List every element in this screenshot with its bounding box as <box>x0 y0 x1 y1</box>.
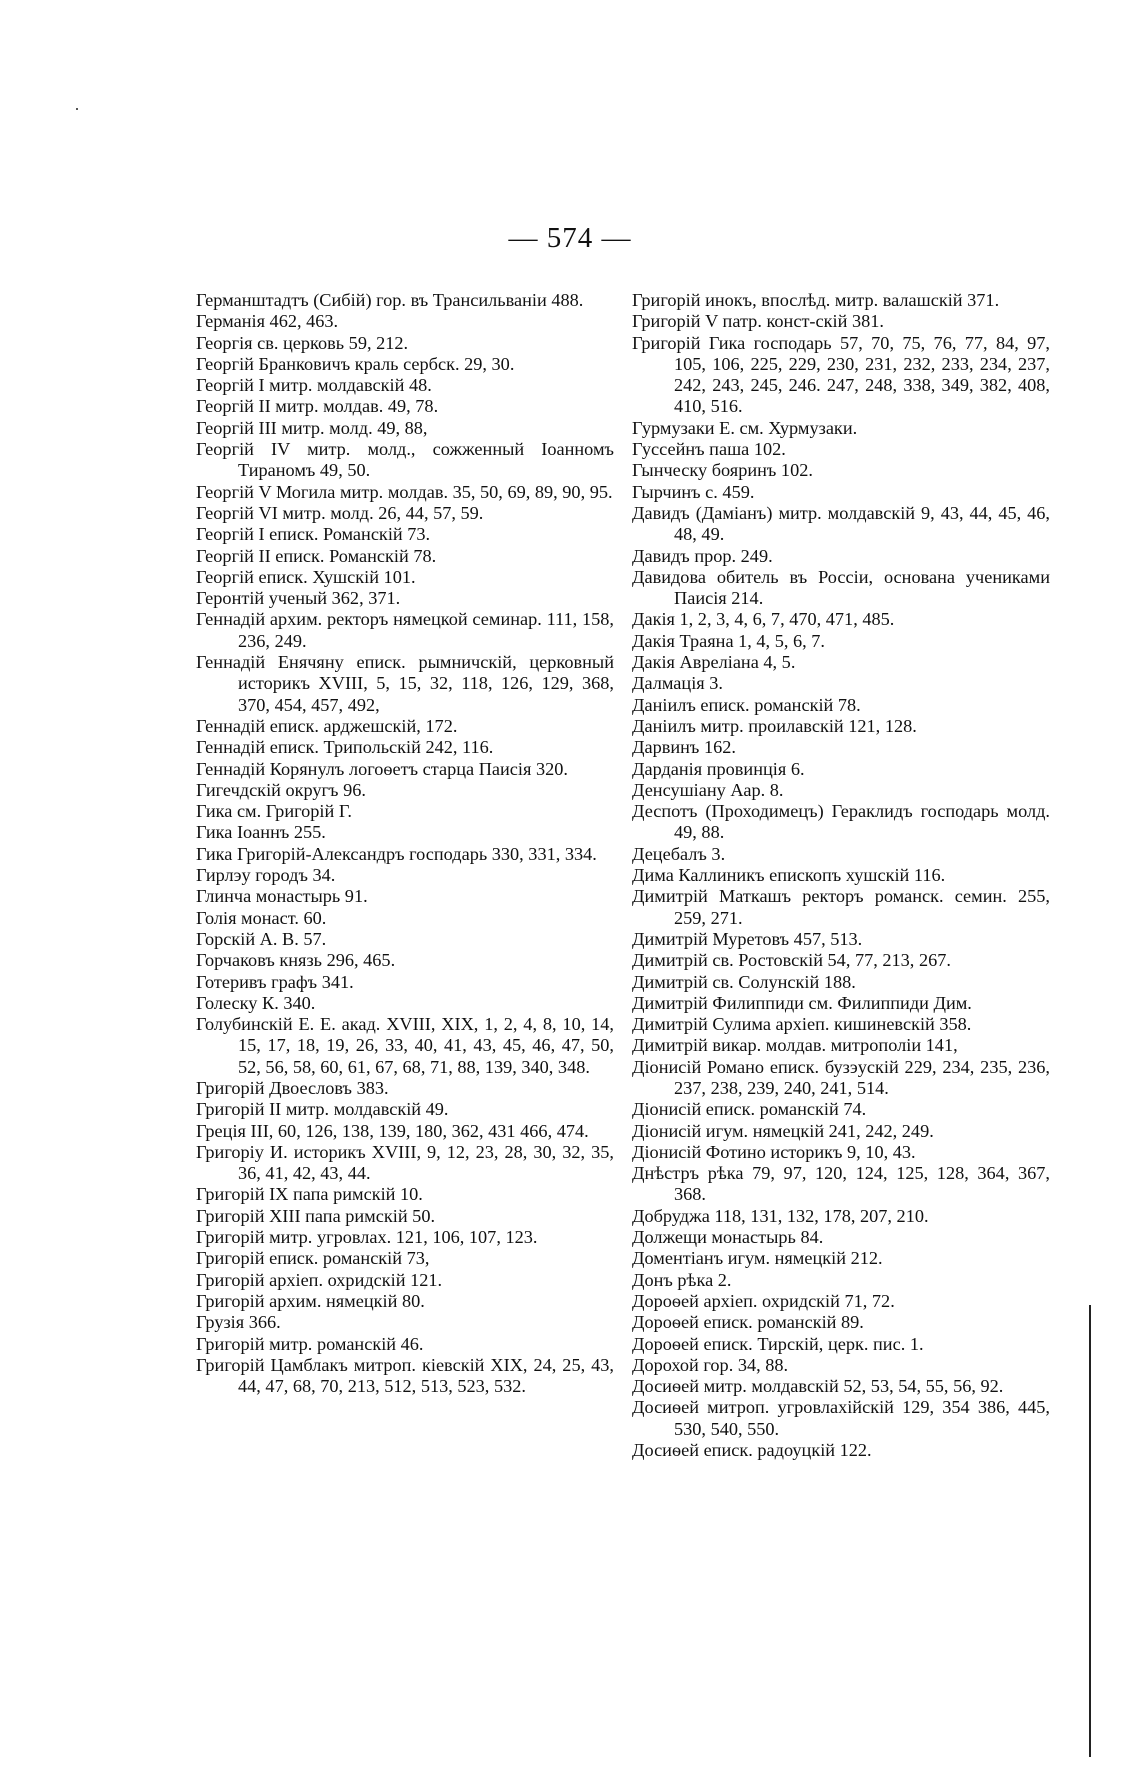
index-entry: Гурмузаки Е. см. Хурмузаки. <box>632 417 858 438</box>
scan-edge-line <box>1089 1305 1091 1757</box>
index-entry: Григорій IX папа римскій 10. <box>196 1184 423 1205</box>
index-entry: Дороѳей еписк. романскій 89. <box>632 1312 864 1333</box>
index-entry: Геннадій еписк. Трипольскій 242, 116. <box>196 737 494 758</box>
index-entry: Григорій архим. нямецкій 80. <box>196 1290 425 1311</box>
index-entry: Георгія св. церковь 59, 212. <box>196 332 409 353</box>
index-entry: Дороѳей еписк. Тирскій, церк. пис. 1. <box>632 1333 924 1354</box>
index-entry: Досиѳей митроп. угровлахійскій 129, 354 386, 445, 530, 540, 550. <box>632 1397 1050 1439</box>
index-entry: Діонисій еписк. романскій 74. <box>632 1099 867 1120</box>
index-entry: Діонисій Романо еписк. бузэускій 229, 234, 235, 236, 237, 238, 239, 240, 241, 514. <box>632 1056 1050 1098</box>
index-entry: Димитрій викар. молдав. митрополіи 141, <box>632 1035 958 1056</box>
index-entry: Димитрій св. Солунскій 188. <box>632 971 856 992</box>
index-entry: Даніилъ митр. проилавскій 121, 128. <box>632 715 917 736</box>
index-entry: Голеску К. 340. <box>196 992 316 1013</box>
index-entry: Дарданія провинція 6. <box>632 758 805 779</box>
index-entry: Давидова обитель въ Россіи, основана учениками Паисія 214. <box>632 566 1050 609</box>
index-entry: Геронтій ученый 362, 371. <box>196 588 401 609</box>
index-entry: Днѣстръ рѣка 79, 97, 120, 124, 125, 128, 364, 367, 368. <box>632 1163 1050 1205</box>
page-number: — 574 — <box>508 222 632 254</box>
index-entry: Григорій Цамблакъ митроп. кіевскій XIX, 24, 25, 43, 44, 47, 68, 70, 213, 512, 513, 523, 532. <box>196 1354 614 1397</box>
index-entry: Георгій I еписк. Романскій 73. <box>196 524 431 545</box>
index-entry: Григорій митр. угровлах. 121, 106, 107, 123. <box>196 1227 538 1248</box>
index-entry: Гирлэу городъ 34. <box>196 865 336 886</box>
index-entry: Димитрій Филиппиди см. Филиппиди Дим. <box>632 992 972 1013</box>
index-entry: Георгій IV митр. молд., сожженный Іоанномъ Тираномъ 49, 50. <box>196 439 614 481</box>
index-entry: Георгій II митр. молдав. 49, 78. <box>196 396 439 417</box>
index-entry: Глинча монастырь 91. <box>196 886 368 907</box>
index-entry: Дарвинъ 162. <box>632 737 736 758</box>
index-entry: Деспотъ (Проходимецъ) Гераклидъ господарь молд. 49, 88. <box>632 801 1050 843</box>
index-entry: Григорій инокъ, впослѣд. митр. валашскій 371. <box>632 290 1000 310</box>
index-entry: Гуссейнъ паша 102. <box>632 439 786 460</box>
index-entry: Даніилъ еписк. романскій 78. <box>632 694 861 715</box>
index-entry: Голубинскій Е. Е. акад. XVIII, XIX, 1, 2, 4, 8, 10, 14, 15, 17, 18, 19, 26, 33, 40, 41, 43, 45, 46, 47, 50, 52, 56, 58, 60, 61, 67, 68, 71, 88, 139, 340, 348. <box>196 1014 614 1077</box>
index-entry: Георгій II еписк. Романскій 78. <box>196 545 437 566</box>
index-entry: Греція III, 60, 126, 138, 139, 180, 362, 431 466, 474. <box>196 1120 589 1141</box>
index-entry: Георгій III митр. молд. 49, 88, <box>196 417 428 438</box>
index-entry: Децебалъ 3. <box>632 843 726 864</box>
index-column-left <box>196 290 614 1397</box>
index-entry: Григорій еписк. романскій 73, <box>196 1248 430 1269</box>
index-entry: Димитрій Муретовъ 457, 513. <box>632 928 863 949</box>
index-entry: Георгій I митр. молдавскій 48. <box>196 375 432 396</box>
index-entry: Діонисій Фотино историкъ 9, 10, 43. <box>632 1141 916 1162</box>
index-entry: Геннадій Корянулъ логоѳетъ старца Паисія 320. <box>196 758 568 779</box>
index-entry: Должещи монастырь 84. <box>632 1227 824 1248</box>
index-entry: Гынческу бояринъ 102. <box>632 460 813 481</box>
index-entry: Горскій А. В. 57. <box>196 928 327 949</box>
index-entry: Георгій V Могила митр. молдав. 35, 50, 69, 89, 90, 95. <box>196 481 613 502</box>
index-entry: Григоріу И. историкъ XVIII, 9, 12, 23, 28, 30, 32, 35, 36, 41, 42, 43, 44. <box>196 1141 614 1184</box>
index-entry: Дакія Авреліана 4, 5. <box>632 652 796 673</box>
index-entry: Добруджа 118, 131, 132, 178, 207, 210. <box>632 1205 929 1226</box>
index-entry: Дима Каллиникъ епископъ хушскій 116. <box>632 865 946 886</box>
scan-speck <box>76 108 78 110</box>
index-entry: Георгій VI митр. молд. 26, 44, 57, 59. <box>196 502 484 523</box>
index-entry: Донъ рѣка 2. <box>632 1269 732 1290</box>
index-entry: Голія монаст. 60. <box>196 907 327 928</box>
index-entry: Григорій V патр. конст-скій 381. <box>632 311 884 332</box>
index-column-right <box>632 290 1050 1461</box>
index-entry: Дакія Траяна 1, 4, 5, 6, 7. <box>632 630 825 651</box>
index-entry: Діонисій игум. нямецкій 241, 242, 249. <box>632 1120 934 1141</box>
index-entry: Георгій Бранковичъ краль сербск. 29, 30. <box>196 353 515 374</box>
index-entry: Готеривъ графъ 341. <box>196 971 354 992</box>
index-entry: Григорій Гика господарь 57, 70, 75, 76, 77, 84, 97, 105, 106, 225, 229, 230, 231, 232, 233, 234, 237, 242, 243, 245, 246. 247, 248, 338, 349, 382, 408, 410, 516. <box>632 332 1050 417</box>
index-entry: Германія 462, 463. <box>196 311 339 332</box>
index-entry: Гырчинъ с. 459. <box>632 481 755 502</box>
index-entry: Димитрій Сулима архіеп. кишиневскій 358. <box>632 1014 972 1035</box>
index-entry: Германштадтъ (Сибій) гор. въ Трансильваніи 488. <box>196 290 584 310</box>
index-entry: Горчаковъ князь 296, 465. <box>196 950 396 971</box>
index-entry: Геннадій архим. ректоръ нямецкой семинар. 111, 158, 236, 249. <box>196 609 614 651</box>
index-entry: Дакія 1, 2, 3, 4, 6, 7, 470, 471, 485. <box>632 609 895 630</box>
index-entry: Давидъ (Даміанъ) митр. молдавскій 9, 43, 44, 45, 46, 48, 49. <box>632 502 1050 545</box>
index-entry: Доментіанъ игум. нямецкій 212. <box>632 1248 883 1269</box>
index-entry: Геннадій Енячяну еписк. рымничскій, церковный историкъ XVIII, 5, 15, 32, 118, 126, 129, 368, 370, 454, 457, 492, <box>196 652 614 715</box>
index-entry: Григорій архіеп. охридскій 121. <box>196 1269 443 1290</box>
index-entry: Досиѳей митр. молдавскій 52, 53, 54, 55, 56, 92. <box>632 1376 1004 1397</box>
index-entry: Геннадій еписк. арджешскій, 172. <box>196 715 458 736</box>
index-entry: Досиѳей еписк. радоуцкій 122. <box>632 1440 872 1461</box>
index-entry: Георгій еписк. Хушскій 101. <box>196 566 416 587</box>
index-entry: Григорій II митр. молдавскій 49. <box>196 1099 449 1120</box>
index-entry: Дорохой гор. 34, 88. <box>632 1354 789 1375</box>
index-entry: Гика Григорій-Александръ господарь 330, 331, 334. <box>196 843 597 864</box>
index-entry: Дороѳей архіеп. охридскій 71, 72. <box>632 1290 895 1311</box>
index-entry: Далмація 3. <box>632 673 723 694</box>
index-entry: Давидъ прор. 249. <box>632 545 773 566</box>
index-entry: Гигечдскій округъ 96. <box>196 779 366 800</box>
index-entry: Денсушіану Аар. 8. <box>632 779 784 800</box>
index-entry: Григорій Двоесловъ 383. <box>196 1077 389 1098</box>
index-entry: Гика Іоаннъ 255. <box>196 822 326 843</box>
index-entry: Григорій митр. романскій 46. <box>196 1333 424 1354</box>
index-entry: Грузія 366. <box>196 1312 281 1333</box>
index-entry: Димитрій св. Ростовскій 54, 77, 213, 267. <box>632 950 951 971</box>
index-entry: Гика см. Григорій Г. <box>196 801 352 822</box>
index-entry: Григорій XIII папа римскій 50. <box>196 1205 436 1226</box>
index-entry: Димитрій Маткашъ ректоръ романск. семин. 255, 259, 271. <box>632 886 1050 928</box>
